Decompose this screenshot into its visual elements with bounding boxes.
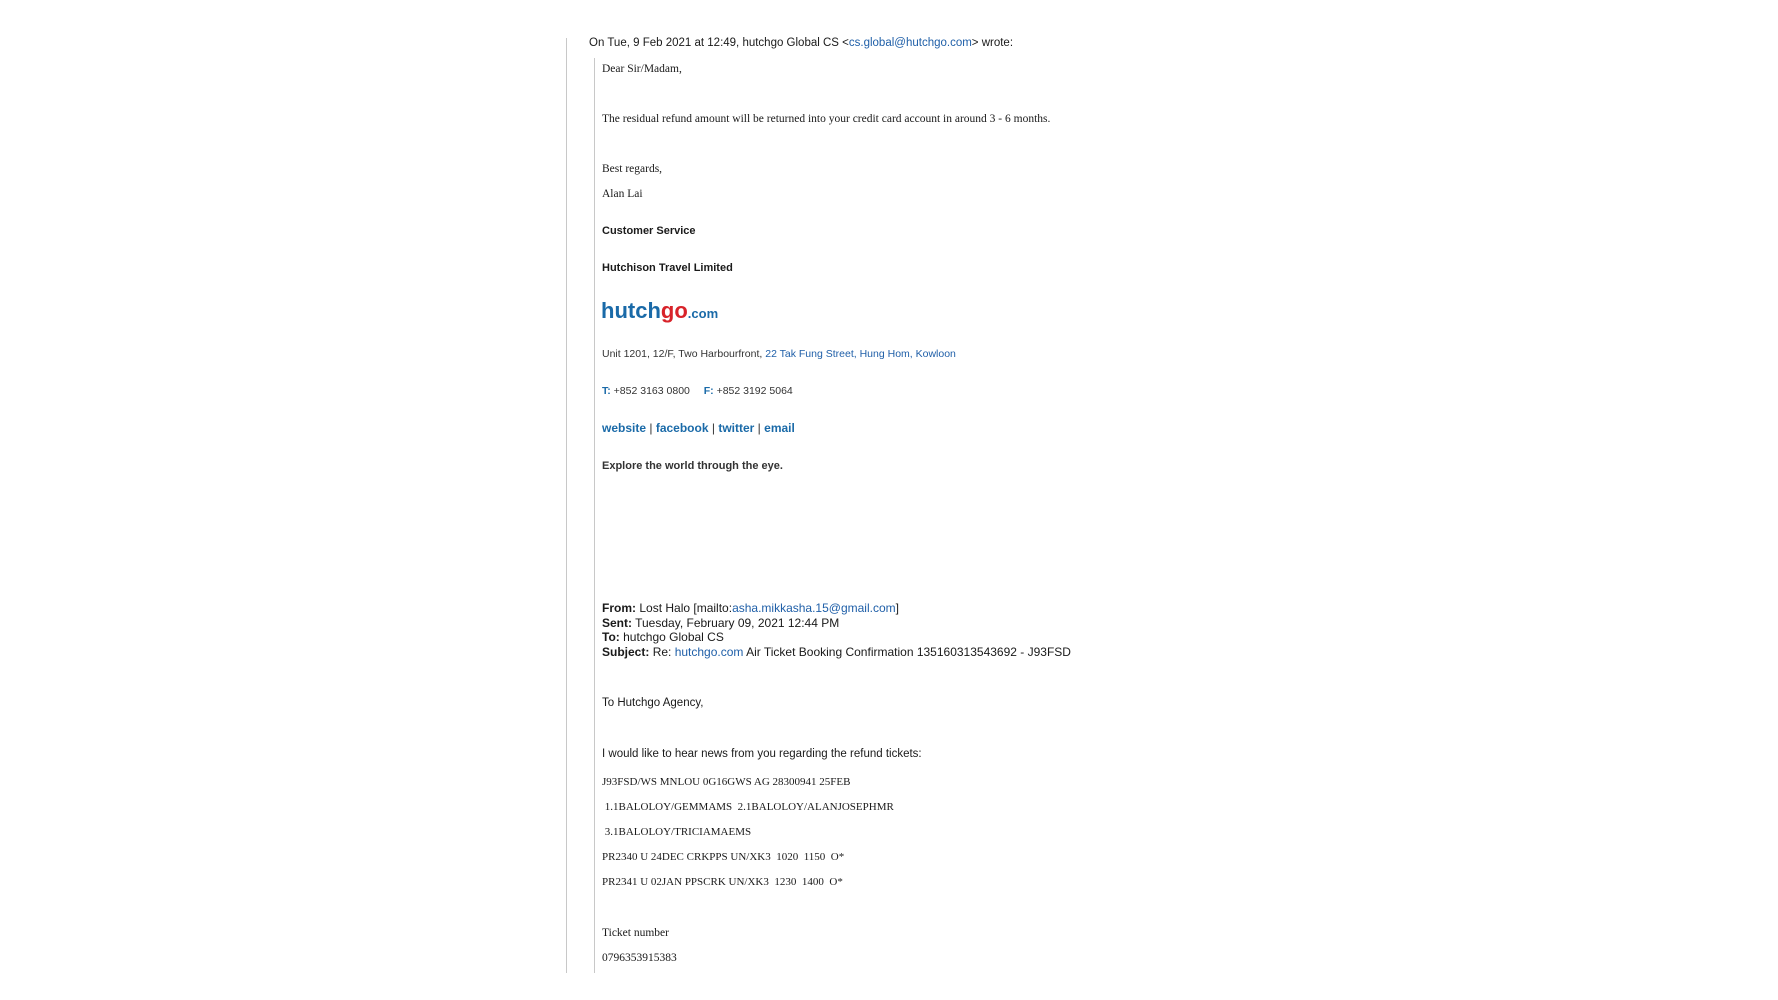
ticket-label: Ticket number: [602, 927, 669, 939]
hutchgo-logo: hutchgo.com: [601, 298, 719, 323]
fax-number: +852 3192 5064: [716, 385, 793, 397]
pnr-line-1: J93FSD/WS MNLOU 0G16GWS AG 28300941 25FEB: [602, 776, 851, 788]
original-message-header: [602, 601, 1071, 659]
social-links: website | facebook | twitter | email: [602, 421, 795, 435]
pnr-line-3: 3.1BALOLOY/TRICIAMAEMS: [602, 826, 752, 838]
pnr-line-4: PR2340 U 24DEC CRKPPS UN/XK3 1020 1150 O*: [602, 851, 845, 863]
contact-line: T: +852 3163 0800 F: +852 3192 5064: [602, 385, 793, 397]
request-text: I would like to hear news from you regarding the refund tickets:: [602, 748, 922, 760]
pnr-line-2: 1.1BALOLOY/GEMMAMS 2.1BALOLOY/ALANJOSEPHMR: [602, 801, 894, 813]
pnr-line-5: PR2341 U 02JAN PPSCRK UN/XK3 1230 1400 O*: [602, 876, 843, 888]
tagline: Explore the world through the eye.: [602, 460, 783, 472]
subject-link[interactable]: hutchgo.com: [674, 644, 744, 659]
subject-line: Subject: Re: hutchgo.com Air Ticket Booking Confirmation 135160313543692 - J93FSD: [602, 644, 1071, 659]
closing: Best regards,: [602, 163, 663, 175]
greeting: Dear Sir/Madam,: [602, 63, 682, 75]
phone-number: +852 3163 0800: [613, 385, 690, 397]
signer-role: Customer Service: [602, 225, 696, 237]
sent-line: Sent: Tuesday, February 09, 2021 12:44 PM: [602, 615, 840, 630]
from-line: From: Lost Halo [mailto:asha.mikkasha.15@gmail.com]: [602, 601, 899, 615]
website-link[interactable]: website: [602, 421, 647, 435]
address: Unit 1201, 12/F, Two Harbourfront, 22 Tak Fung Street, Hung Hom, Kowloon: [602, 348, 956, 360]
sender-email-link[interactable]: cs.global@hutchgo.com: [848, 37, 972, 49]
signer-company: Hutchison Travel Limited: [602, 262, 733, 274]
email-link[interactable]: email: [764, 421, 795, 435]
salutation: To Hutchgo Agency,: [602, 697, 704, 709]
reply-body: The residual refund amount will be returned into your credit card account in around 3 - 6 months.: [602, 113, 1051, 125]
facebook-link[interactable]: facebook: [655, 421, 709, 435]
from-email-link[interactable]: asha.mikkasha.15@gmail.com: [732, 601, 896, 615]
to-line: To: hutchgo Global CS: [602, 630, 724, 644]
twitter-link[interactable]: twitter: [718, 421, 755, 435]
address-link[interactable]: 22 Tak Fung Street, Hung Hom, Kowloon: [765, 348, 956, 360]
quote-header: On Tue, 9 Feb 2021 at 12:49, hutchgo Global CS <cs.global@hutchgo.com> wrote:: [589, 37, 1014, 49]
signer-name: Alan Lai: [602, 188, 643, 200]
ticket-number: 0796353915383: [602, 952, 677, 964]
